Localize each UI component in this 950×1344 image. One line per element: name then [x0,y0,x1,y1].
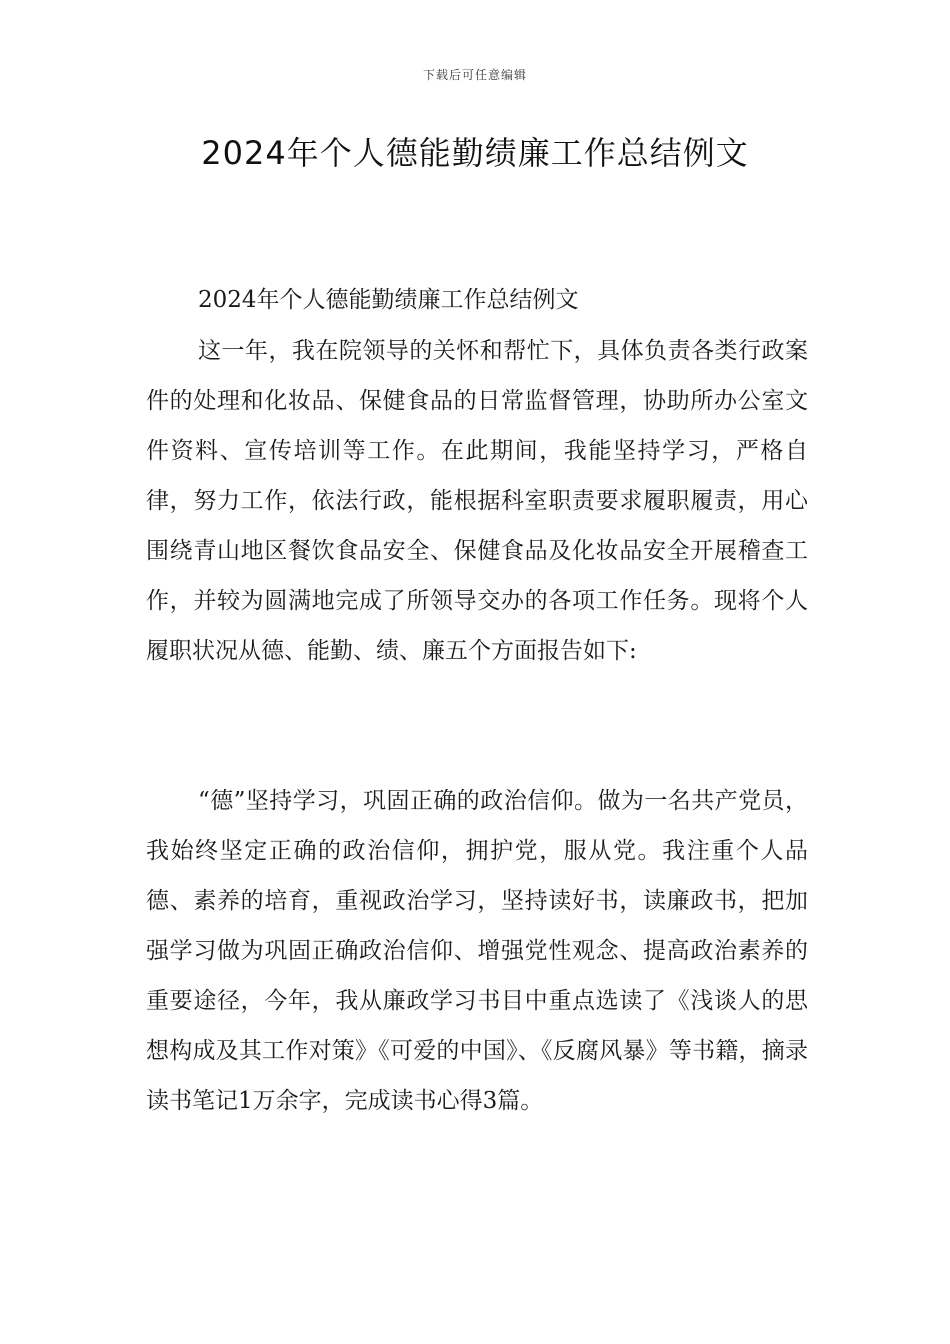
paragraph-de: “德”坚持学习，巩固正确的政治信仰。做为一名共产党员，我始终坚定正确的政治信仰，拥护党，服从党。我注重个人品德、素养的培育，重视政治学习，坚持读好书，读廉政书，把加强学习做为巩固正确政治信仰、增强党性观念、提高政治素养的重要途径，今年，我从廉政学习书目中重点选读了《浅谈人的思想构成及其工作对策》《可爱的中国》、《反腐风暴》等书籍，摘录读书笔记1万余字，完成读书心得3篇。 [146,788,808,1114]
paragraph-intro: 这一年，我在院领导的关怀和帮忙下，具体负责各类行政案件的处理和化妆品、保健食品的日常监督管理，协助所办公室文件资料、宣传培训等工作。在此期间，我能坚持学习，严格自律，努力工作，依法行政，能根据科室职责要求履职履责，用心围绕青山地区餐饮食品安全、保健食品及化妆品安全开展稽查工作，并较为圆满地完成了所领导交办的各项工作任务。现将个人履职状况从德、能勤、绩、廉五个方面报告如下: [146,338,808,664]
header-note: 下载后可任意编辑 [422,68,527,82]
document-title: 2024年个人德能勤绩廉工作总结例文 [201,134,749,172]
paragraph-subtitle: 2024年个人德能勤绩廉工作总结例文 [198,287,579,313]
